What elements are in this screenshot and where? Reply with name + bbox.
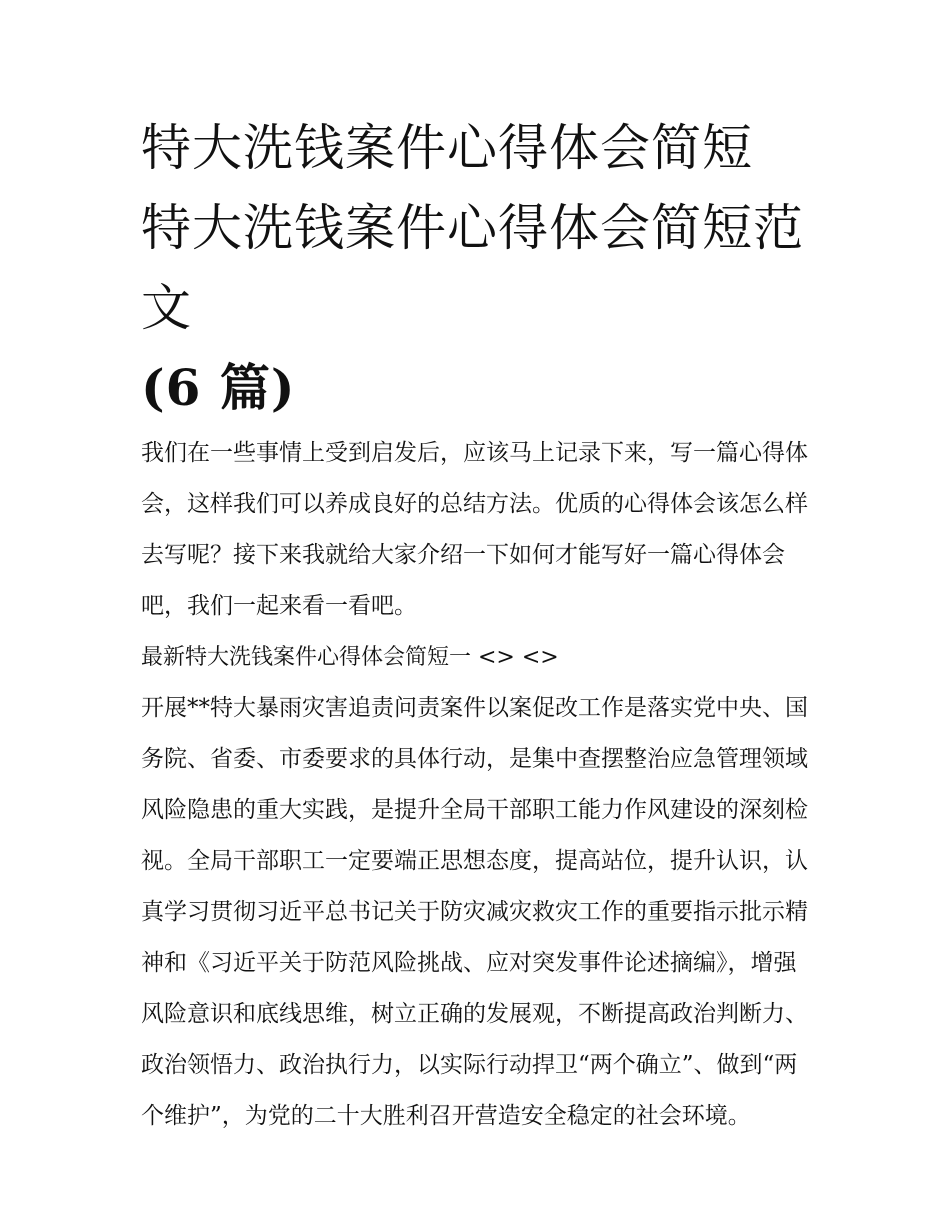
section-body-paragraph: 开展**特大暴雨灾害追责问责案件以案促改工作是落实党中央、国务院、省委、市委要求的具体行动，是集中查摆整治应急管理领域风险隐患的重大实践，是提升全局干部职工能力作风建设的深刻检视。全局干部职工一定要端正思想态度，提高站位，提升认识，认真学习贯彻习近平总书记关于防灾减灾救灾工作的重要指示批示精神和《习近平关于防范风险挑战、应对突发事件论述摘编》，增强风险意识和底线思维，树立正确的发展观，不断提高政治判断力、政治领悟力、政治执行力，以实际行动捍卫“两个确立”、做到“两个维护”，为党的二十大胜利召开营造安全稳定的社会环境。 <box>141 695 808 1129</box>
document-title <box>141 108 813 428</box>
section-heading: 最新特大洗钱案件心得体会简短一 <> <> <box>141 645 559 670</box>
document-content <box>141 108 813 1142</box>
intro-paragraph: 我们在一些事情上受到启发后，应该马上记录下来，写一篇心得体会，这样我们可以养成良好的总结方法。优质的心得体会该怎么样去写呢？接下来我就给大家介绍一下如何才能写好一篇心得体会吧，我们一起来看一看吧。 <box>141 440 808 619</box>
document-title-count: (6 篇) <box>141 358 296 417</box>
document-title-text: 特大洗钱案件心得体会简短 特大洗钱案件心得体会简短范文 <box>141 119 804 337</box>
